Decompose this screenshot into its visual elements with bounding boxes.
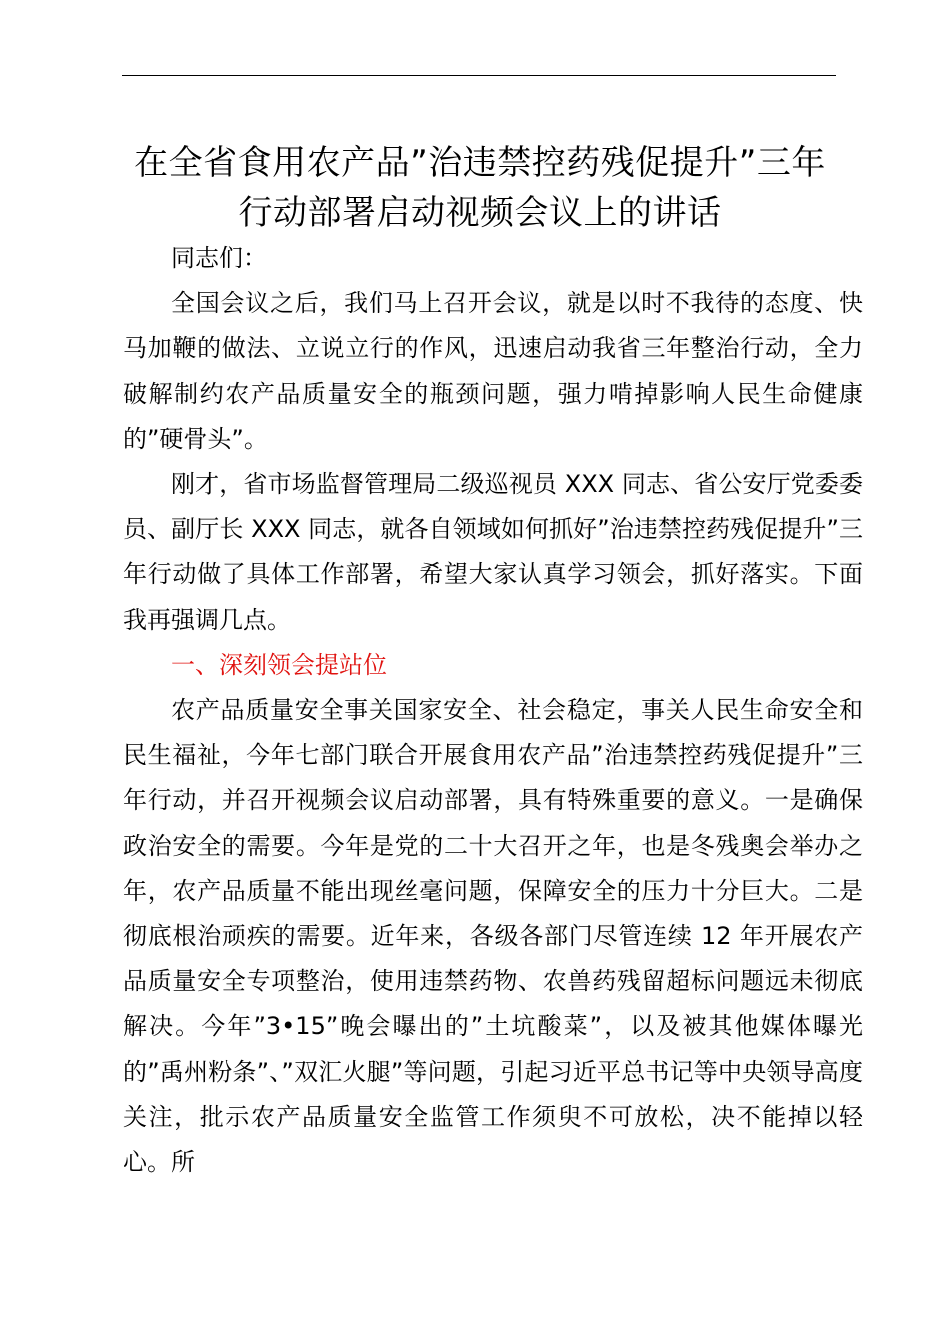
- paragraph-1: 全国会议之后，我们马上召开会议，就是以时不我待的态度、快马加鞭的做法、立说立行的作风，迅速启动我省三年整治行动，全力破解制约农产品质量安全的瓶颈问题，强力啃掉影响人民生命健康的”硬骨头”。: [123, 289, 863, 453]
- salutation: 同志们：: [171, 244, 267, 272]
- document-title: [110, 138, 850, 238]
- section-heading: 一、深刻领会提站位: [171, 650, 387, 679]
- document-body: [123, 236, 863, 1185]
- title-line-1: 在全省食用农产品”治违禁控药残促提升”三年: [134, 143, 826, 183]
- paragraph-2: 刚才，省市场监督管理局二级巡视员 XXX 同志、省公安厅党委委员、副厅长 XXX 同志，就各自领域如何抓好”治违禁控药残促提升”三年行动做了具体工作部署，希望大家认真学习领会，抓好落实。下面我再强调几点。: [123, 470, 863, 634]
- section-paragraph: 农产品质量安全事关国家安全、社会稳定，事关人民生命安全和民生福祉，今年七部门联合开展食用农产品”治违禁控药残促提升”三年行动，并召开视频会议启动部署，具有特殊重要的意义。一是确保政治安全的需要。今年是党的二十大召开之年，也是冬残奥会举办之年，农产品质量不能出现丝毫问题，保障安全的压力十分巨大。二是彻底根治顽疾的需要。近年来，各级各部门尽管连续 12 年开展农产品质量安全专项整治，使用违禁药物、农兽药残留超标问题远未彻底解决。今年”3•15”晚会曝出的”土坑酸菜”，以及被其他媒体曝光的”禹州粉条”、”双汇火腿”等问题，引起习近平总书记等中央领导高度关注，批示农产品质量安全监管工作须臾不可放松，决不能掉以轻心。所: [123, 696, 863, 1177]
- header-rule: [122, 75, 836, 76]
- title-line-2: 行动部署启动视频会议上的讲话: [238, 193, 722, 233]
